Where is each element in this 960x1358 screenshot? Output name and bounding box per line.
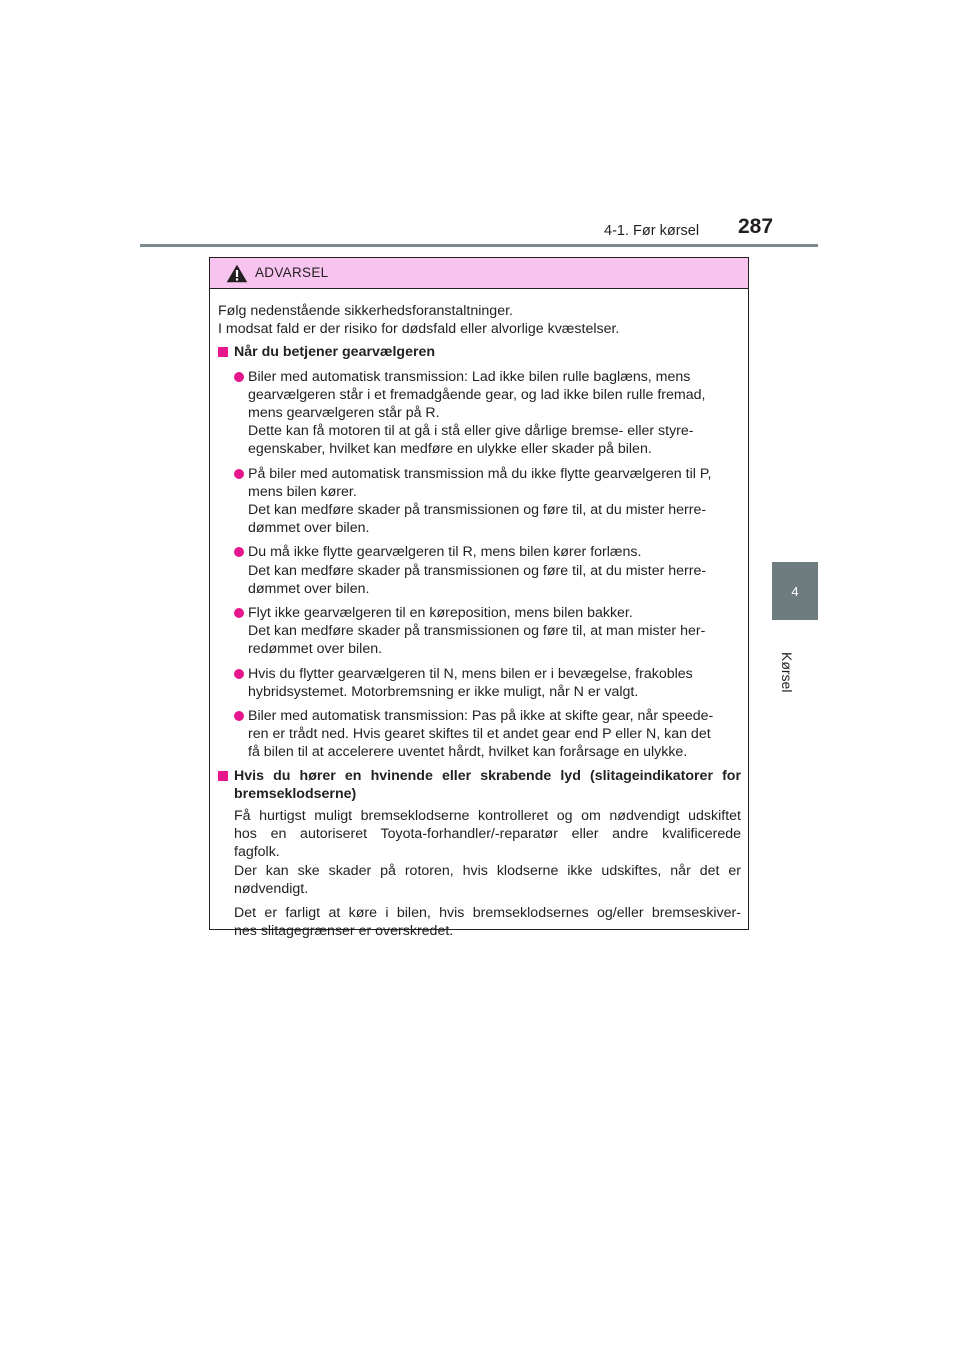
- square-bullet-icon: [218, 347, 228, 357]
- round-bullet-icon: [234, 669, 244, 679]
- paragraph-wear-limits: Det er farligt at køre i bilen, hvis bremseklodsernes og/eller bremseskiver- nes slitagegrænser er overskredet.: [234, 905, 741, 940]
- round-bullet-icon: [234, 711, 244, 721]
- round-bullet-icon: [234, 547, 244, 557]
- list-item: Hvis du flytter gearvælgeren til N, mens bilen er i bevægelse, frakobles hybridsystemet. Motorbremsning er ikke muligt, når N er valgt.: [218, 665, 741, 701]
- square-bullet-icon: [218, 771, 228, 781]
- paragraph-brake-pads: Få hurtigst muligt bremseklodserne kontrolleret og om nødvendigt udskiftet hos en autoriseret Toyota-forhandler/-reparatør eller andre kvalificerede fagfolk. Der kan ske skader på rotoren, hvis klodserne ikke udskiftes, når det er nødvendigt.: [234, 808, 741, 897]
- section-title: 4-1. Før kørsel: [604, 223, 700, 239]
- list-item: Biler med automatisk transmission: Pas på ikke at skifte gear, når speede- ren er trådt ned. Hvis gearet skiftes til et andet gear end P eller N, kan det få bilen til at accelerere uventet hårdt, hvilket kan forårsage en ulykke.: [218, 707, 741, 762]
- list-item: Du må ikke flytte gearvælgeren til R, mens bilen kører forlæns. Det kan medføre skader på transmissionen og føre til, at du mister herre- dømmet over bilen.: [218, 543, 741, 598]
- round-bullet-icon: [234, 372, 244, 382]
- round-bullet-icon: [234, 469, 244, 479]
- chapter-number: 4: [791, 583, 799, 599]
- page-number: 287: [738, 215, 774, 238]
- warning-body: [210, 289, 748, 941]
- intro-line-1: Følg nedenstående sikkerhedsforanstaltninger.: [218, 303, 513, 319]
- header-divider: [140, 244, 818, 247]
- warning-box: [209, 257, 749, 940]
- intro-line-2: I modsat fald er der risiko for dødsfald eller alvorlige kvæstelser.: [218, 321, 620, 338]
- chapter-label: Kørsel: [779, 652, 795, 693]
- list-item: Flyt ikke gearvælgeren til en køreposition, mens bilen bakker. Det kan medføre skader på transmissionen og føre til, at man mister her- redømmet over bilen.: [218, 604, 741, 659]
- list-item: Biler med automatisk transmission: Lad ikke bilen rulle baglæns, mens gearvælgeren står i et fremadgående gear, og lad ikke bilen rulle fremad, mens gearvælgeren står på R. Dette kan få motoren til at gå i stå eller give dårlige bremse- eller styre- egenskaber, hvilket kan medføre en ulykke eller skader på bilen.: [218, 368, 741, 459]
- warning-title: ADVARSEL: [255, 265, 329, 280]
- round-bullet-icon: [234, 608, 244, 618]
- section-heading-brake-noise: Hvis du hører en hvinende eller skrabende lyd (slitageindikatorer for bremseklodserne): [218, 767, 741, 803]
- list-item: På biler med automatisk transmission må du ikke flytte gearvælgeren til P, mens bilen kører. Det kan medføre skader på transmissionen og føre til, at du mister herre- dømmet over bilen.: [218, 465, 741, 538]
- warning-triangle-icon: [226, 264, 248, 283]
- chapter-tab: [772, 562, 818, 620]
- warning-header: [210, 258, 748, 289]
- section-heading-gear-selector: Når du betjener gearvælgeren: [218, 343, 741, 361]
